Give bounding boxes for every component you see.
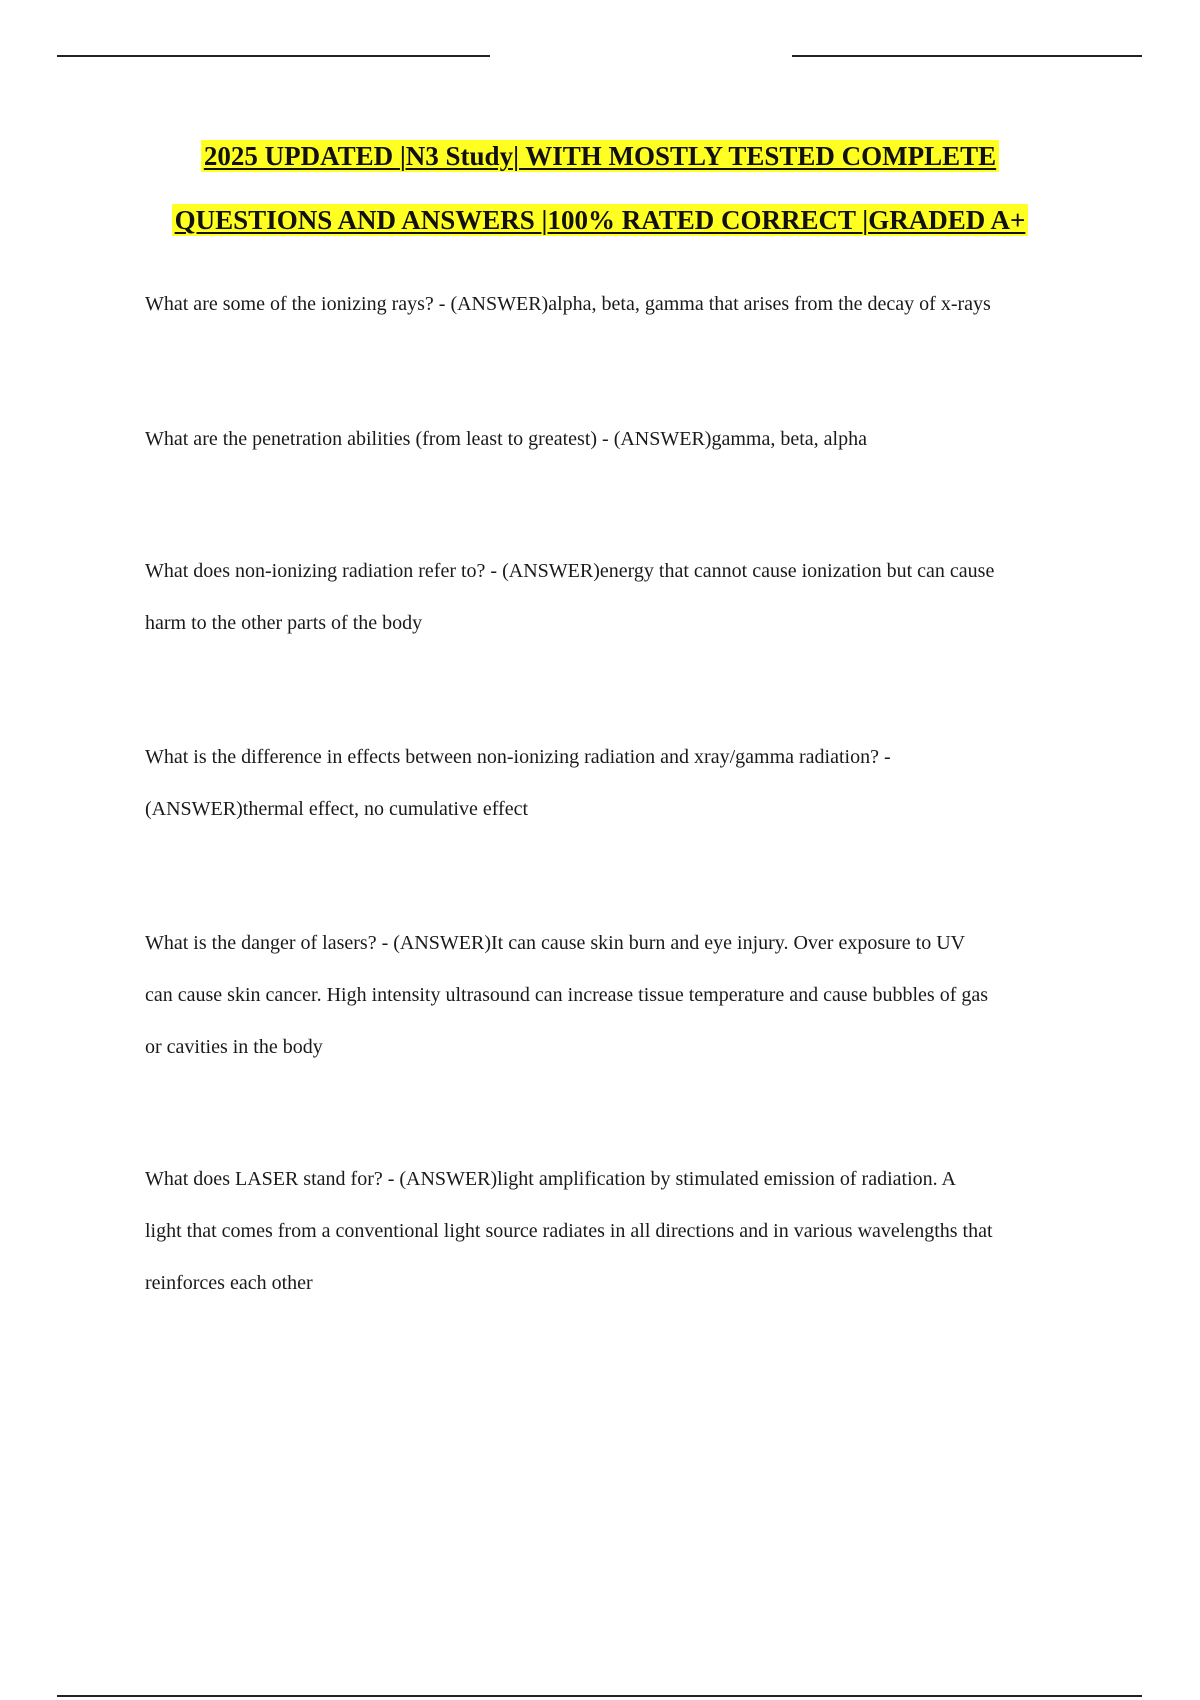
qa-line: What are some of the ionizing rays? - (ANSWER)alpha, beta, gamma that arises from the decay of x-rays: [145, 293, 991, 315]
qa-line: or cavities in the body: [145, 1036, 323, 1058]
qa-line: What does LASER stand for? - (ANSWER)light amplification by stimulated emission of radiation. A: [145, 1168, 956, 1190]
qa-line: can cause skin cancer. High intensity ultrasound can increase tissue temperature and cause bubbles of gas: [145, 984, 989, 1006]
qa-line: What are the penetration abilities (from least to greatest) - (ANSWER)gamma, beta, alpha: [145, 428, 867, 450]
qa-line: light that comes from a conventional light source radiates in all directions and in various wavelengths that: [145, 1220, 993, 1242]
document-title: [0, 140, 1200, 236]
title-line-2-wrap: [0, 204, 1200, 236]
title-line-2: QUESTIONS AND ANSWERS |100% RATED CORRECT |GRADED A+: [172, 204, 1029, 236]
footer-rule: [57, 1695, 1142, 1697]
qa-line: reinforces each other: [145, 1272, 313, 1294]
qa-item-difference-in-effects: [145, 731, 1105, 835]
qa-item-non-ionizing-radiation: [145, 545, 1105, 649]
qa-item-danger-of-lasers: [145, 917, 1105, 1073]
qa-line: What does non-ionizing radiation refer to? - (ANSWER)energy that cannot cause ionization but can cause: [145, 560, 995, 582]
qa-line: harm to the other parts of the body: [145, 612, 423, 634]
header-rule-right: [792, 55, 1142, 57]
qa-item-laser-meaning: [145, 1153, 1105, 1309]
qa-line: (ANSWER)thermal effect, no cumulative effect: [145, 798, 528, 820]
qa-item-ionizing-rays: [145, 278, 1105, 330]
qa-line: What is the difference in effects between non-ionizing radiation and xray/gamma radiation? -: [145, 746, 891, 768]
title-line-1: 2025 UPDATED |N3 Study| WITH MOSTLY TESTED COMPLETE: [201, 140, 999, 172]
qa-line: What is the danger of lasers? - (ANSWER)It can cause skin burn and eye injury. Over exposure to UV: [145, 932, 966, 954]
qa-item-penetration-abilities: [145, 413, 1105, 465]
title-line-1-wrap: [0, 140, 1200, 172]
header-rule-left: [57, 55, 490, 57]
